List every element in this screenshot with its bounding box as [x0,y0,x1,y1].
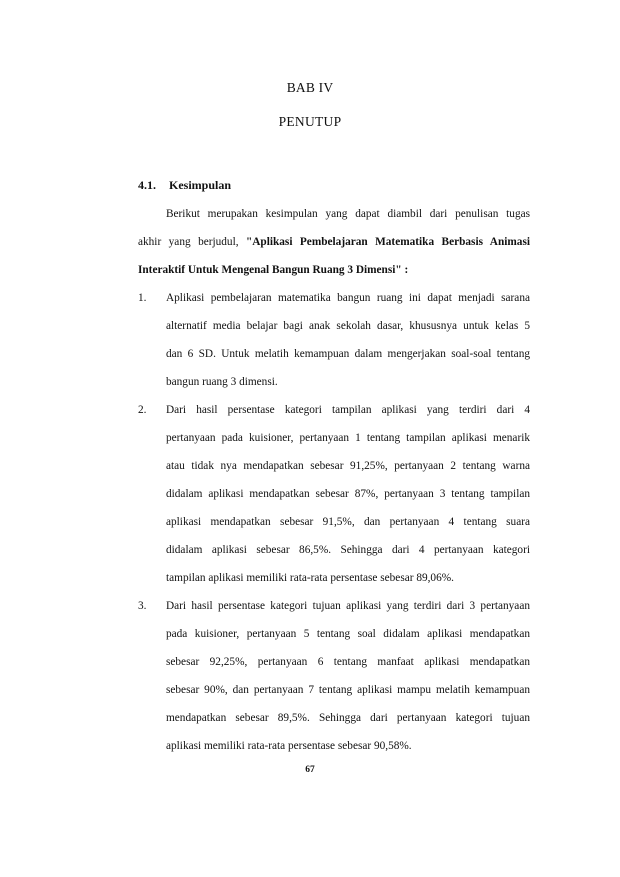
list-item-line: Aplikasi pembelajaran matematika bangun ruang ini dapat menjadi sarana [166,292,530,304]
list-item-line: Dari hasil persentase kategori tujuan aplikasi yang terdiri dari 3 pertanyaan [166,600,530,612]
list-marker: 1. [138,292,147,304]
section-heading [138,178,231,193]
list-item-line: dan 6 SD. Untuk melatih kemampuan dalam mengerjakan soal-soal tentang [166,348,530,360]
list-marker: 3. [138,600,147,612]
list-item-line: mendapatkan sebesar 89,5%. Sehingga dari pertanyaan kategori tujuan [166,712,530,724]
page-number: 67 [305,765,315,775]
list-item-line: sebesar 90%, dan pertanyaan 7 tentang aplikasi mampu melatih kemampuan [166,684,530,696]
section-title: Kesimpulan [169,178,232,192]
list-item-line: aplikasi mendapatkan sebesar 91,5%, dan pertanyaan 4 tentang suara [166,516,530,528]
section-number: 4.1. [138,178,156,192]
intro-line-1: Berikut merupakan kesimpulan yang dapat diambil dari penulisan tugas [166,208,530,220]
intro-line-2 [138,235,530,249]
intro-line-2-plain: akhir yang berjudul, [138,236,246,248]
list-item-line: pertanyaan pada kuisioner, pertanyaan 1 tentang tampilan aplikasi menarik [166,432,530,444]
list-item-line: didalam aplikasi mendapatkan sebesar 87%, pertanyaan 3 tentang tampilan [166,488,530,500]
list-item-line: atau tidak nya mendapatkan sebesar 91,25%, pertanyaan 2 tentang warna [166,460,530,472]
list-item-line: didalam aplikasi sebesar 86,5%. Sehingga dari 4 pertanyaan kategori [166,544,530,556]
list-item-line: alternatif media belajar bagi anak sekolah dasar, khususnya untuk kelas 5 [166,320,530,332]
list-item-line: pada kuisioner, pertanyaan 5 tentang soal didalam aplikasi mendapatkan [166,628,530,640]
chapter-title: PENUTUP [278,114,342,129]
list-item-line: aplikasi memiliki rata-rata persentase sebesar 90,58%. [166,740,412,752]
intro-line-3: Interaktif Untuk Mengenal Bangun Ruang 3 Dimensi" : [138,264,409,276]
intro-line-2-bold: "Aplikasi Pembelajaran Matematika Berbasis Animasi [246,236,530,248]
list-item-line: tampilan aplikasi memiliki rata-rata persentase sebesar 89,06%. [166,572,454,584]
list-item-line: Dari hasil persentase kategori tampilan aplikasi yang terdiri dari 4 [166,404,530,416]
list-marker: 2. [138,404,147,416]
list-item-line: bangun ruang 3 dimensi. [166,376,278,388]
chapter-number: BAB IV [286,80,334,95]
list-item-line: sebesar 92,25%, pertanyaan 6 tentang manfaat aplikasi mendapatkan [166,656,530,668]
